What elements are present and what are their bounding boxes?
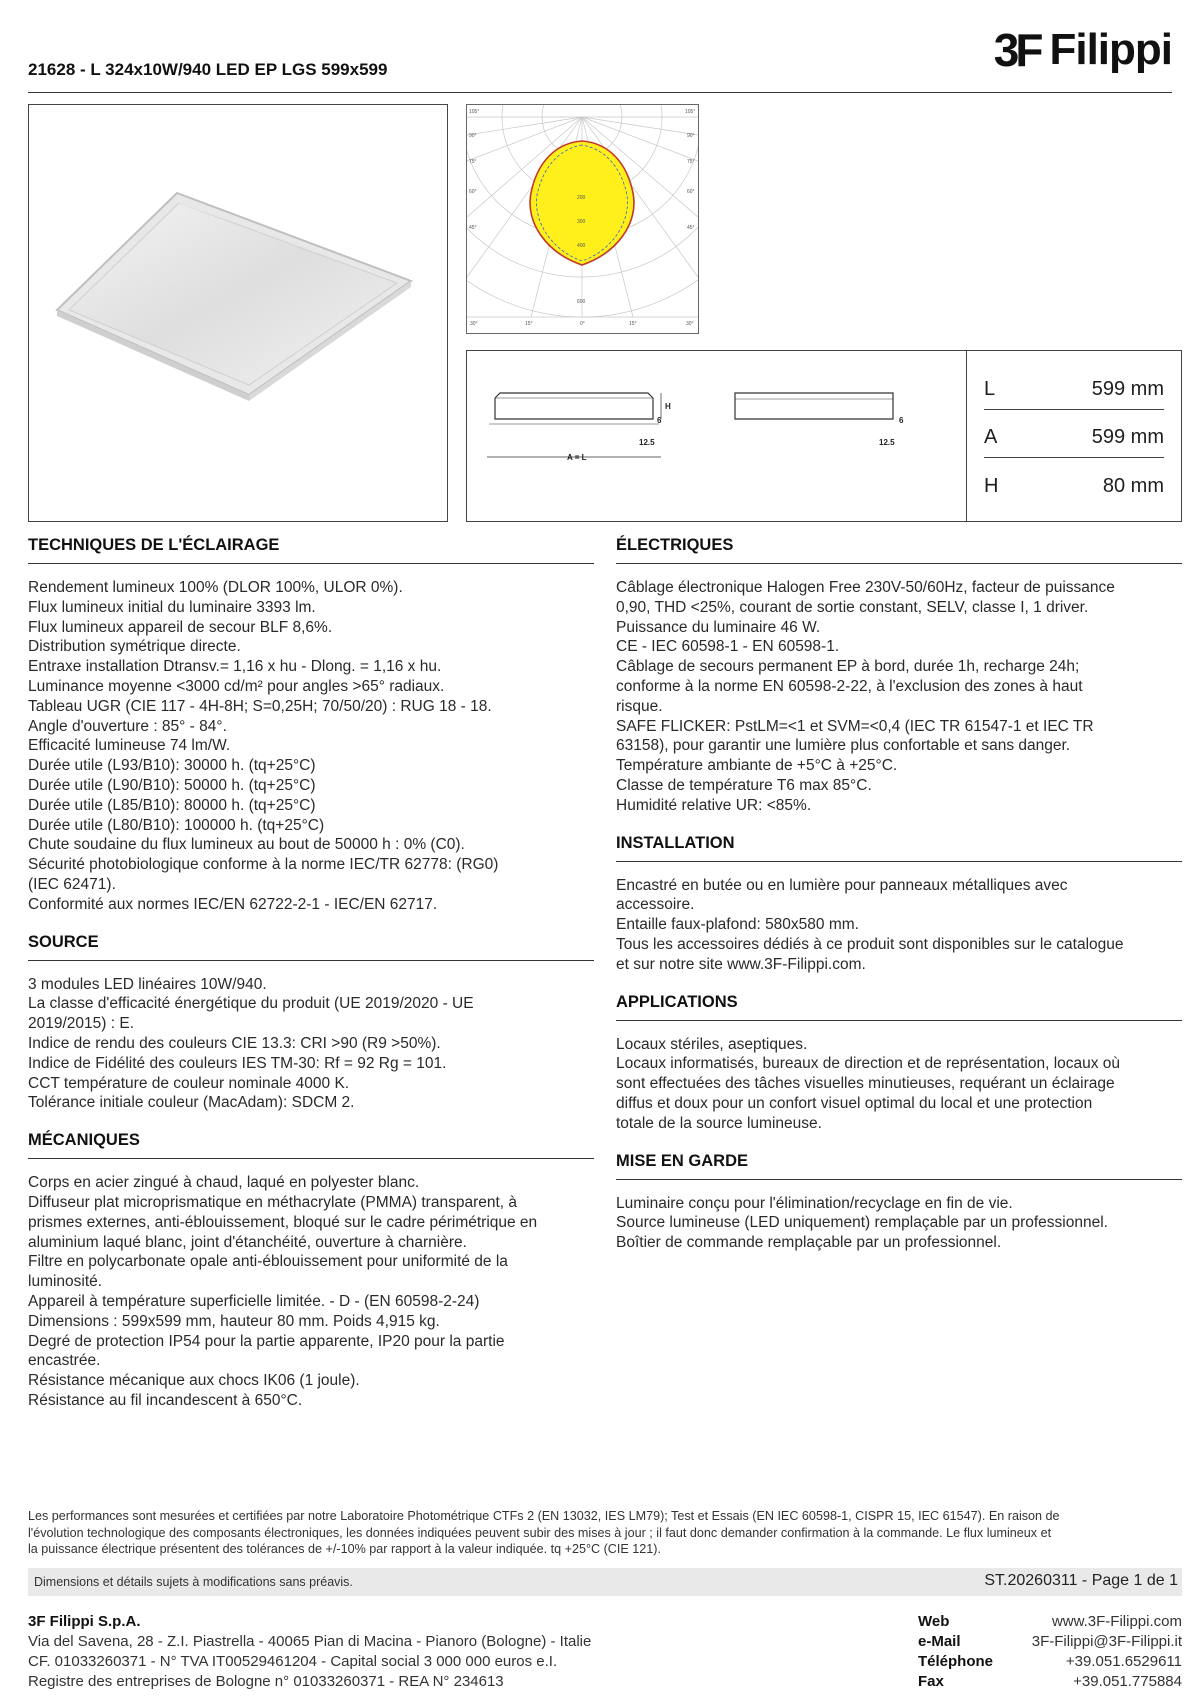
spec-line: Câblage de secours permanent EP à bord, durée 1h, recharge 24h;	[616, 658, 1080, 676]
spec-line: CCT température de couleur nominale 4000 K.	[28, 1074, 350, 1092]
section-body	[616, 578, 1182, 816]
spec-line: Durée utile (L80/B10): 100000 h. (tq+25°C)	[28, 816, 325, 834]
polar-radial-3: 600	[577, 299, 586, 305]
product-photo	[28, 104, 448, 522]
contact-label: Fax	[918, 1673, 944, 1690]
spec-line: encastrée.	[28, 1352, 101, 1370]
spec-line: Encastré en butée ou en lumière pour panneaux métalliques avec	[616, 876, 1068, 894]
footnote-line: la puissance électrique présentent des tolérances de +/-10% par rapport à la valeur indiquée. tq +25°C (CIE 121).	[28, 1542, 662, 1556]
polar-bottom-angle-3: 15°	[629, 321, 637, 327]
section-applications	[616, 993, 1182, 1134]
polar-angle-left-4: 45°	[469, 225, 477, 231]
contact-label: Téléphone	[918, 1653, 994, 1670]
contact-fax	[918, 1672, 1182, 1692]
drawing-label-6a: 6	[657, 416, 662, 425]
spec-line: SAFE FLICKER: PstLM=<1 et SVM=<0,4 (IEC TR 61547-1 et IEC TR	[616, 717, 1094, 735]
page-reference: ST.20260311 - Page 1 de 1	[984, 1572, 1178, 1589]
polar-diagram	[466, 104, 699, 334]
spec-line: Flux lumineux initial du luminaire 3393 lm.	[28, 598, 316, 616]
spec-line: Puissance du luminaire 46 W.	[616, 618, 821, 636]
spec-line: prismes externes, anti-éblouissement, bloqué sur le cadre périmétrique en	[28, 1213, 538, 1231]
spec-line: 3 modules LED linéaires 10W/940.	[28, 975, 267, 993]
spec-line: Durée utile (L85/B10): 80000 h. (tq+25°C)	[28, 796, 316, 814]
spec-line: Entraxe installation Dtransv.= 1,16 x hu - Dlong. = 1,16 x hu.	[28, 658, 442, 676]
spec-line: Efficacité lumineuse 74 lm/W.	[28, 737, 231, 755]
section-lighting	[28, 536, 594, 915]
brand-logo	[994, 26, 1172, 74]
company-name: 3F Filippi S.p.A.	[28, 1613, 141, 1630]
drawing-label-125b: 12.5	[879, 438, 895, 447]
contact-label: e-Mail	[918, 1633, 961, 1650]
dimension-key: L	[984, 378, 996, 400]
polar-bottom-angle-1: 15°	[525, 321, 533, 327]
spec-line: Locaux informatisés, bureaux de direction et de représentation, locaux où	[616, 1055, 1121, 1073]
footnote-line: l'évolution technologique des composants électroniques, les données indiquées peuvent subir des mises à jour ; il faut donc demander confirmation à la commande. Le flux lumineux et	[28, 1525, 1052, 1540]
contact-label: Web	[918, 1613, 950, 1630]
spec-line: Durée utile (L90/B10): 50000 h. (tq+25°C)	[28, 776, 316, 794]
section-body	[616, 1035, 1182, 1134]
spec-line: Locaux stériles, aseptiques.	[616, 1035, 808, 1053]
spec-line: aluminium laqué blanc, joint d'étanchéité, ouverture à charnière.	[28, 1233, 467, 1251]
dimension-row-a	[984, 410, 1164, 458]
polar-angle-left-2: 75°	[469, 159, 477, 165]
spec-line: Filtre en polycarbonate opale anti-éblouissement pour uniformité de la	[28, 1253, 508, 1271]
phone-number: +39.051.6529611	[1065, 1653, 1182, 1670]
spec-line: Chute soudaine du flux lumineux au bout de 50000 h : 0% (C0).	[28, 836, 465, 854]
section-body	[616, 876, 1182, 975]
polar-angle-right-1: 90°	[687, 133, 695, 139]
polar-angle-left-3: 60°	[469, 189, 477, 195]
spec-line: conforme à la norme EN 60598-2-22, à l'exclusion des zones à haut	[616, 677, 1083, 695]
company-registry: Registre des entreprises de Bologne n° 01033260371 - REA N° 234613	[28, 1673, 504, 1690]
email-link[interactable]: 3F-Filippi@3F-Filippi.it	[1031, 1633, 1182, 1650]
spec-line: Classe de température T6 max 85°C.	[616, 776, 872, 794]
spec-line: Tableau UGR (CIE 117 - 4H-8H; S=0,25H; 70/50/20) : RUG 18 - 18.	[28, 697, 492, 715]
polar-angle-right-2: 75°	[687, 159, 695, 165]
polar-bottom-angle-2: 0°	[580, 321, 585, 327]
spec-line: Tolérance initiale couleur (MacAdam): SDCM 2.	[28, 1094, 355, 1112]
spec-line: Diffuseur plat microprismatique en méthacrylate (PMMA) transparent, à	[28, 1193, 518, 1211]
spec-line: luminosité.	[28, 1273, 103, 1291]
spec-line: Résistance mécanique aux chocs IK06 (1 joule).	[28, 1372, 360, 1390]
dimension-row-h	[984, 458, 1164, 506]
left-column	[28, 536, 594, 1429]
spec-line: Appareil à température superficielle limitée. - D - (EN 60598-2-24)	[28, 1292, 480, 1310]
spec-line: Sécurité photobiologique conforme à la norme IEC/TR 62778: (RG0)	[28, 856, 499, 874]
drawing-label-h: H	[665, 402, 671, 411]
spec-line: Température ambiante de +5°C à +25°C.	[616, 757, 898, 775]
contact-web	[918, 1612, 1182, 1632]
spec-line: Source lumineuse (LED uniquement) remplaçable par un professionnel.	[616, 1214, 1108, 1232]
polar-bottom-angle-4: 30°	[686, 321, 694, 327]
spec-line: Corps en acier zingué à chaud, laqué en polyester blanc.	[28, 1174, 420, 1192]
spec-line: risque.	[616, 697, 663, 715]
section-title: TECHNIQUES DE L'ÉCLAIRAGE	[28, 536, 594, 564]
spec-line: Résistance au fil incandescent à 650°C.	[28, 1391, 303, 1409]
company-tax-info: CF. 01033260371 - N° TVA IT00529461204 - Capital social 3 000 000 euros e.I.	[28, 1653, 558, 1670]
spec-line: Boîtier de commande remplaçable par un professionnel.	[616, 1234, 1002, 1252]
spec-line: Conformité aux normes IEC/EN 62722-2-1 - IEC/EN 62717.	[28, 895, 438, 913]
spec-line: Angle d'ouverture : 85° - 84°.	[28, 717, 227, 735]
spec-line: Tous les accessoires dédiés à ce produit sont disponibles sur le catalogue	[616, 935, 1124, 953]
spec-line: Luminance moyenne <3000 cd/m² pour angles >65° radiaux.	[28, 677, 445, 695]
spec-line: et sur notre site www.3F-Filippi.com.	[616, 955, 866, 973]
polar-angle-right-3: 60°	[687, 189, 695, 195]
contact-info	[918, 1612, 1182, 1692]
section-body	[28, 578, 594, 915]
polar-angle-left-1: 90°	[469, 133, 477, 139]
spec-line: Durée utile (L93/B10): 30000 h. (tq+25°C)	[28, 757, 316, 775]
section-mechanical	[28, 1131, 594, 1411]
section-title: MÉCANIQUES	[28, 1131, 594, 1159]
polar-radial-0: 200	[577, 195, 586, 201]
spec-line: Rendement lumineux 100% (DLOR 100%, ULOR 0%).	[28, 579, 403, 596]
spec-line: Distribution symétrique directe.	[28, 638, 241, 656]
section-title: SOURCE	[28, 933, 594, 961]
company-info	[28, 1612, 591, 1692]
spec-line: 63158), pour garantir une lumière plus confortable et sans danger.	[616, 737, 1071, 755]
spec-line: Indice de rendu des couleurs CIE 13.3: CRI >90 (R9 >50%).	[28, 1034, 441, 1052]
spec-line: sont effectuées des tâches visuelles minutieuses, requérant un éclairage	[616, 1075, 1115, 1093]
section-source	[28, 933, 594, 1114]
website-link[interactable]: www.3F-Filippi.com	[1051, 1613, 1182, 1630]
footnote	[28, 1508, 1182, 1558]
spec-line: Flux lumineux appareil de secour BLF 8,6%.	[28, 618, 333, 636]
dimension-key: A	[984, 426, 998, 448]
luminaire-illustration	[29, 105, 447, 521]
spec-line: Humidité relative UR: <85%.	[616, 796, 812, 814]
document-title: 21628 - L 324x10W/940 LED EP LGS 599x599	[28, 60, 388, 79]
drawing-label-125a: 12.5	[639, 438, 655, 447]
spec-line: Entaille faux-plafond: 580x580 mm.	[616, 916, 859, 934]
spec-line: 2019/2015) : E.	[28, 1015, 134, 1033]
section-title: INSTALLATION	[616, 834, 1182, 862]
polar-radial-2: 400	[577, 243, 586, 249]
spec-line: Câblage électronique Halogen Free 230V-50/60Hz, facteur de puissance	[616, 579, 1115, 596]
spec-line: Indice de Fidélité des couleurs IES TM-30: Rf = 92 Rg = 101.	[28, 1054, 447, 1072]
dimension-value: 80 mm	[1102, 475, 1164, 497]
polar-angle-right-4: 45°	[687, 225, 695, 231]
footer-bar	[28, 1568, 1182, 1596]
section-warning	[616, 1152, 1182, 1253]
spec-line: Degré de protection IP54 pour la partie apparente, IP20 pour la partie	[28, 1332, 505, 1350]
section-installation	[616, 834, 1182, 975]
section-title: MISE EN GARDE	[616, 1152, 1182, 1180]
right-column	[616, 536, 1182, 1271]
drawing-label-al: A = L	[567, 453, 587, 462]
dimension-value: 599 mm	[1091, 426, 1164, 448]
polar-chart	[467, 105, 698, 333]
technical-drawing	[467, 351, 965, 521]
header-rule	[28, 92, 1172, 93]
polar-angle-left-0: 105°	[469, 109, 480, 115]
section-electrical	[616, 536, 1182, 816]
spec-line: La classe d'efficacité énergétique du produit (UE 2019/2020 - UE	[28, 995, 474, 1013]
disclaimer: Dimensions et détails sujets à modifications sans préavis.	[34, 1575, 353, 1589]
spec-line: Dimensions : 599x599 mm, hauteur 80 mm. Poids 4,915 kg.	[28, 1312, 440, 1330]
polar-bottom-angle-0: 30°	[470, 321, 478, 327]
section-title: APPLICATIONS	[616, 993, 1182, 1021]
dimension-value: 599 mm	[1091, 378, 1164, 400]
spec-line: 0,90, THD <25%, courant de sortie constant, SELV, classe I, 1 driver.	[616, 598, 1089, 616]
section-body	[28, 975, 594, 1114]
spec-line: accessoire.	[616, 896, 695, 914]
company-address: Via del Savena, 28 - Z.I. Piastrella - 40065 Pian di Macina - Pianoro (Bologne) - Italie	[28, 1633, 592, 1650]
fax-number: +39.051.775884	[1073, 1673, 1182, 1690]
spec-line: CE - IEC 60598-1 - EN 60598-1.	[616, 638, 840, 656]
spec-line: Luminaire conçu pour l'élimination/recyclage en fin de vie.	[616, 1194, 1013, 1212]
logo-text: Filippi	[1049, 25, 1172, 74]
contact-phone	[918, 1652, 1182, 1672]
spec-line: diffus et doux pour un confort visuel optimal du local et une protection	[616, 1094, 1093, 1112]
polar-radial-1: 300	[577, 219, 586, 225]
section-title: ÉLECTRIQUES	[616, 536, 1182, 564]
footnote-line: Les performances sont mesurées et certifiées par notre Laboratoire Photométrique CTFs 2 (EN 13032, IES LM79); Test et Essais (EN IEC 60598-1, CISPR 15, IEC 61547). En raison de	[28, 1509, 1060, 1523]
dimension-key: H	[984, 475, 999, 497]
drawing-label-6b: 6	[899, 416, 904, 425]
spec-line: totale de la source lumineuse.	[616, 1114, 822, 1132]
dimension-divider	[966, 350, 967, 522]
section-body	[616, 1194, 1182, 1253]
polar-angle-right-0: 105°	[685, 109, 696, 115]
spec-line: (IEC 62471).	[28, 875, 116, 893]
logo-mark: 3F	[993, 24, 1040, 76]
section-body	[28, 1173, 594, 1411]
dimension-row-l	[984, 362, 1164, 410]
contact-email	[918, 1632, 1182, 1652]
